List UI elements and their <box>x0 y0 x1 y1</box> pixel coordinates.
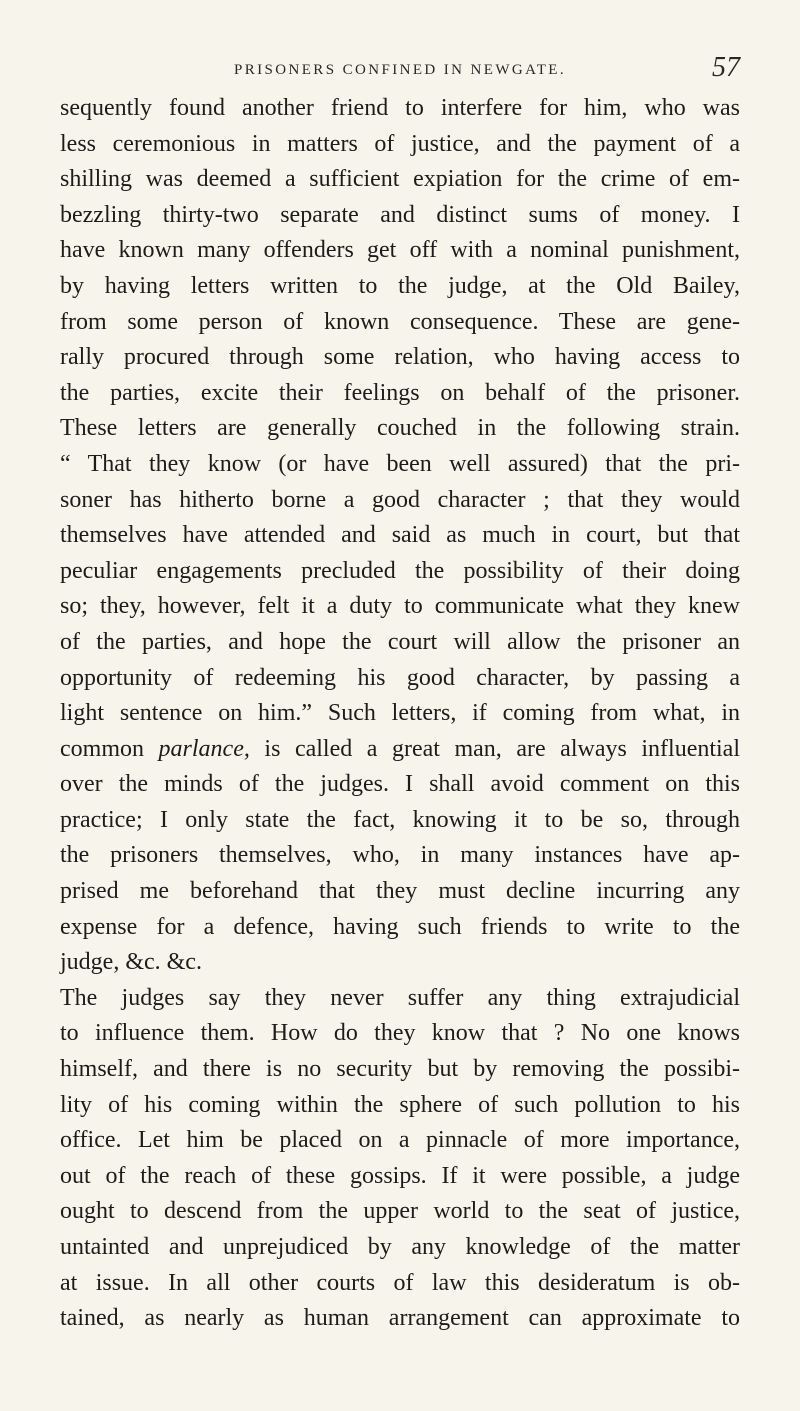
text-line: from some person of known consequence. These are gene- <box>60 308 740 335</box>
text-line: tained, as nearly as human arrangement can approximate to <box>60 1305 740 1332</box>
text-line: prised me beforehand that they must decline incurring any <box>60 878 740 905</box>
text-line: the prisoners themselves, who, in many instances have ap- <box>60 842 740 869</box>
italic-word: parlance, <box>158 735 250 762</box>
text-line: practice; I only state the fact, knowing it to be so, through <box>60 806 740 833</box>
text-line: themselves have attended and said as much in court, but that <box>60 522 740 549</box>
running-title: PRISONERS CONFINED IN NEWGATE. <box>233 62 566 78</box>
text-line: over the minds of the judges. I shall avoid comment on this <box>60 771 740 798</box>
text-line: by having letters written to the judge, at the Old Bailey, <box>60 272 740 299</box>
line-suffix: is called a great man, are always influential <box>264 735 741 762</box>
text-line: expense for a defence, having such friends to write to the <box>60 913 740 940</box>
text-line: have known many offenders get off with a nominal punishment, <box>60 237 740 264</box>
text-line: rally procured through some relation, who having access to <box>60 344 740 371</box>
text-line-with-italic <box>60 732 740 768</box>
text-line: opportunity of redeeming his good character, by passing a <box>60 664 740 691</box>
text-line: peculiar engagements precluded the possibility of their doing <box>60 557 740 584</box>
text-line: the parties, excite their feelings on behalf of the prisoner. <box>60 379 740 406</box>
text-line: shilling was deemed a sufficient expiation for the crime of em- <box>60 166 740 193</box>
line-prefix: common <box>60 735 144 762</box>
text-line: untainted and unprejudiced by any knowledge of the matter <box>60 1234 740 1260</box>
text-line: sequently found another friend to interfere for him, who was <box>60 95 740 121</box>
text-line: The judges say they never suffer any thing extrajudicial <box>60 984 740 1011</box>
body-text <box>60 91 740 1337</box>
text-line: of the parties, and hope the court will allow the prisoner an <box>60 628 740 655</box>
text-line: at issue. In all other courts of law this desideratum is ob- <box>60 1269 740 1296</box>
text-line: so; they, however, felt it a duty to communicate what they knew <box>60 593 740 620</box>
text-line: “ That they know (or have been well assured) that the pri- <box>60 450 740 477</box>
text-line: ought to descend from the upper world to the seat of justice, <box>60 1198 740 1225</box>
page-number: 57 <box>712 52 740 83</box>
text-line: office. Let him be placed on a pinnacle of more importance, <box>60 1127 740 1154</box>
text-line: himself, and there is no security but by removing the possibi- <box>60 1056 740 1083</box>
text-line: light sentence on him.” Such letters, if coming from what, in <box>60 700 740 727</box>
text-line: judge, &c. &c. <box>60 949 202 976</box>
text-line: out of the reach of these gossips. If it were possible, a judge <box>60 1162 740 1189</box>
text-line: lity of his coming within the sphere of such pollution to his <box>60 1091 740 1118</box>
text-line: These letters are generally couched in the following strain. <box>60 415 740 442</box>
running-head <box>60 52 740 88</box>
text-line: less ceremonious in matters of justice, and the payment of a <box>60 130 740 157</box>
text-line: to influence them. How do they know that ? No one knows <box>60 1020 740 1047</box>
text-line: bezzling thirty-two separate and distinct sums of money. I <box>60 201 740 228</box>
text-line: soner has hitherto borne a good character ; that they would <box>60 486 740 513</box>
